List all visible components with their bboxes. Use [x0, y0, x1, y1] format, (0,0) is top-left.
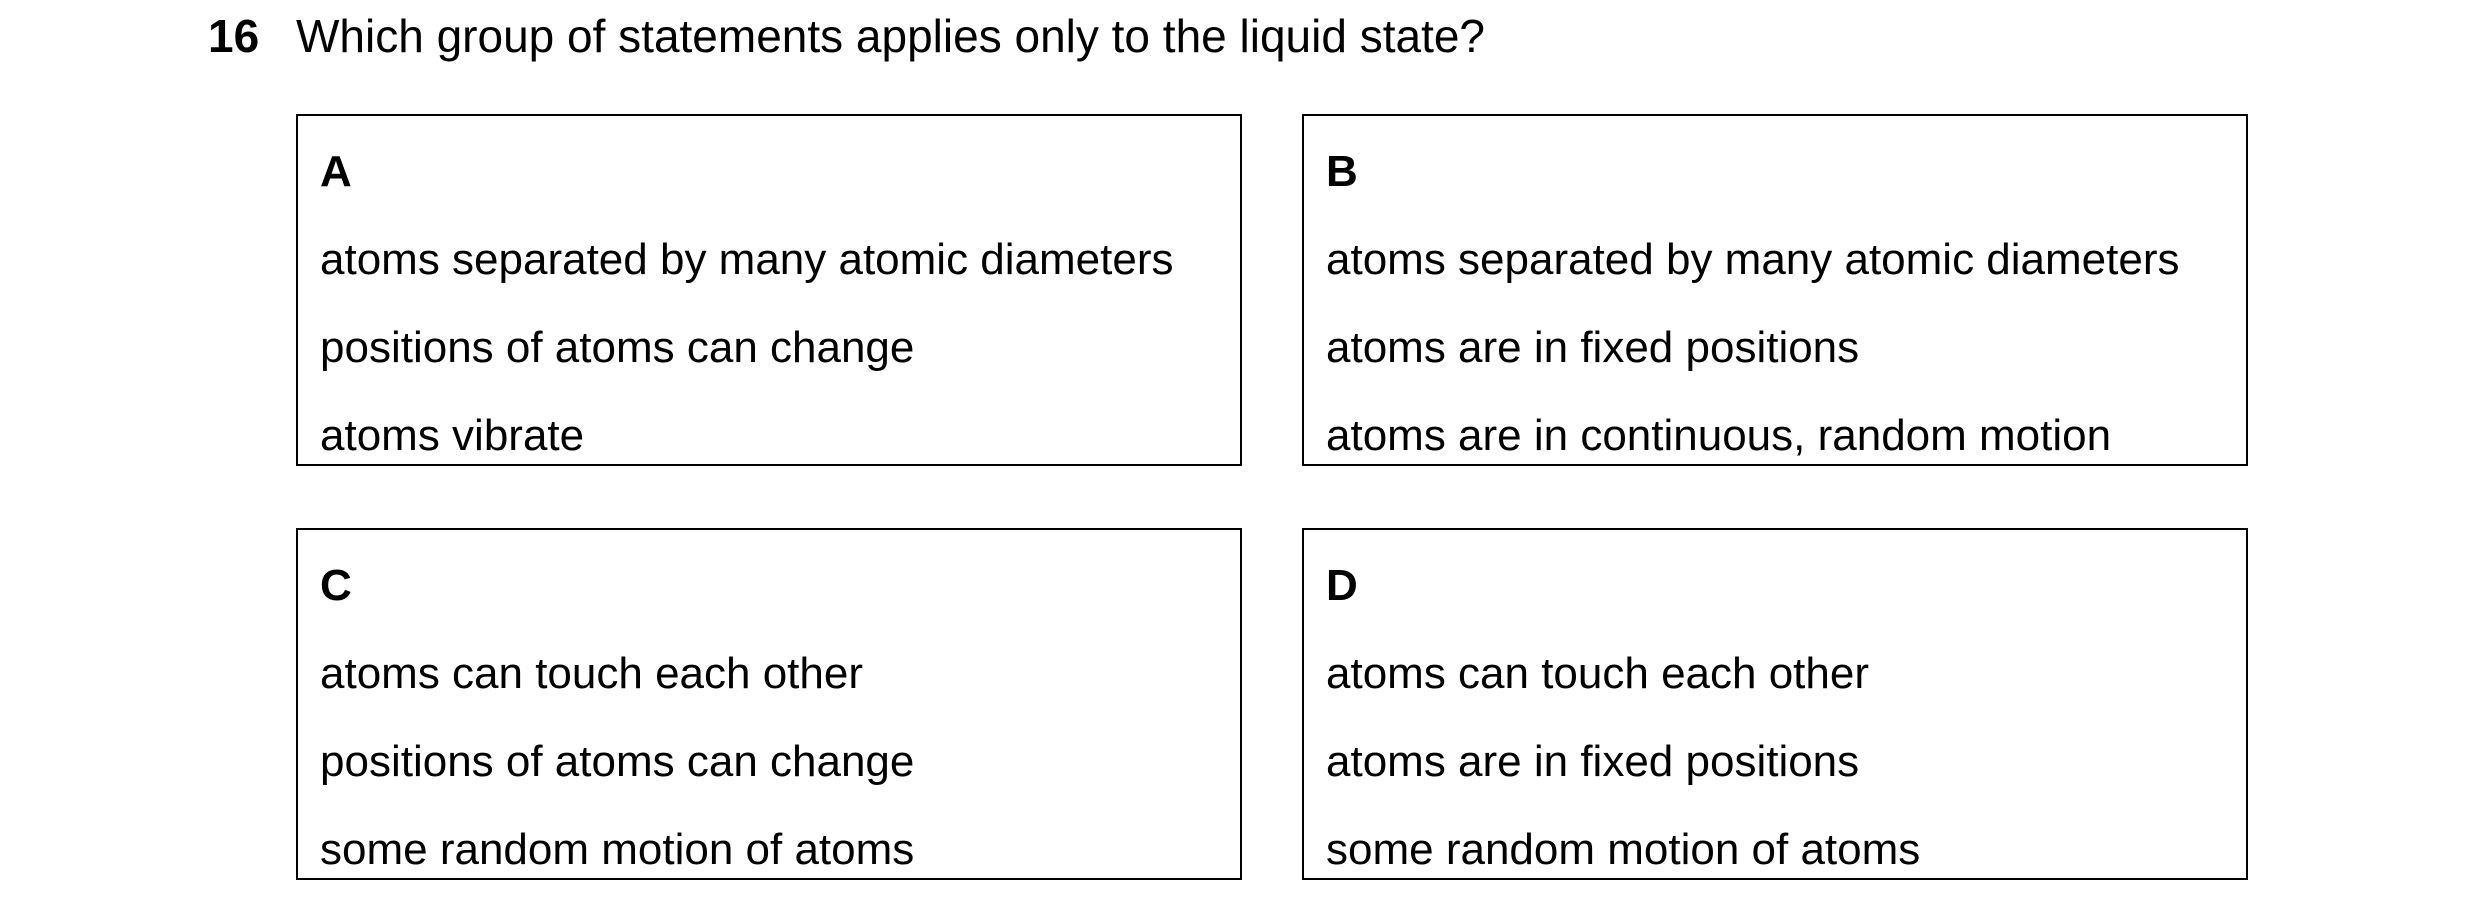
option-letter: D [1326, 561, 1358, 610]
option-statement: atoms can touch each other [320, 649, 863, 698]
option-statement: atoms separated by many atomic diameters [320, 235, 1174, 284]
option-letter: B [1326, 147, 1358, 196]
option-box-b[interactable] [1302, 114, 2248, 466]
option-statement: positions of atoms can change [320, 323, 915, 372]
option-box-d[interactable] [1302, 528, 2248, 880]
question-text: Which group of statements applies only to the liquid state? [296, 10, 1486, 62]
option-box-c[interactable] [296, 528, 1242, 880]
option-statement: atoms separated by many atomic diameters [1326, 235, 2180, 284]
option-letter: C [320, 561, 352, 610]
option-statement: atoms are in fixed positions [1326, 323, 1860, 372]
option-statement: atoms vibrate [320, 411, 585, 460]
option-statement: some random motion of atoms [1326, 825, 1921, 874]
option-statement: atoms can touch each other [1326, 649, 1869, 698]
option-statement: atoms are in fixed positions [1326, 737, 1860, 786]
option-statement: some random motion of atoms [320, 825, 915, 874]
option-letter: A [320, 147, 352, 196]
option-statement: positions of atoms can change [320, 737, 915, 786]
question-number: 16 [208, 10, 260, 62]
option-box-a[interactable] [296, 114, 1242, 466]
option-statement: atoms are in continuous, random motion [1326, 411, 2112, 460]
